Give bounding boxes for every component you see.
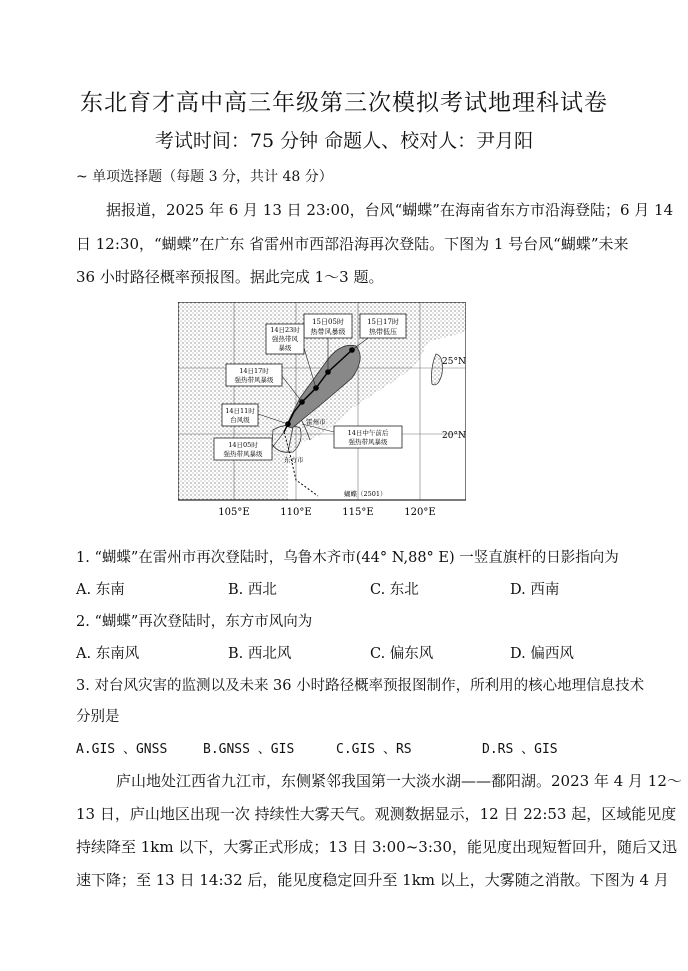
svg-text:15日05时: 15日05时 xyxy=(312,318,344,326)
intro-line-2: 日 12:30，“蝴蝶”在广东 省雷州市西部沿海再次登陆。下图为 1 号台风“蝴蝶”未来 xyxy=(76,235,629,253)
passage2-line-4: 速下降；至 13 日 14:32 后，能见度稳定回升至 1km 以上，大雾随之消散。下图为 4 月 xyxy=(76,871,669,889)
svg-text:强热带风暴级: 强热带风暴级 xyxy=(348,438,388,446)
label-leizhou: 雷州市 xyxy=(306,418,326,426)
svg-text:强热带风暴级: 强热带风暴级 xyxy=(234,376,274,384)
svg-text:14日11时: 14日11时 xyxy=(225,407,255,415)
svg-text:14日中午前后: 14日中午前后 xyxy=(347,429,389,437)
lat-label-25n: 25°N xyxy=(442,357,466,367)
svg-text:暴级: 暴级 xyxy=(278,344,292,352)
q3-option-b[interactable]: B.GNSS 、GIS xyxy=(203,742,295,757)
svg-text:14日23时: 14日23时 xyxy=(270,326,300,334)
svg-text:热带低压: 热带低压 xyxy=(369,328,397,336)
q2-option-c[interactable]: C. 偏东风 xyxy=(370,646,434,662)
lon-label-105e: 105°E xyxy=(218,507,250,518)
label-typhoon: 蝴蝶（2501） xyxy=(344,490,387,498)
passage2-line-1: 庐山地处江西省九江市，东侧紧邻我国第一大淡水湖——鄱阳湖。2023 年 4 月 12～ xyxy=(116,772,682,790)
q1-option-b[interactable]: B. 西北 xyxy=(228,582,277,598)
svg-text:14日05时: 14日05时 xyxy=(228,441,258,449)
question-3-stem-line-2: 分别是 xyxy=(76,709,120,725)
svg-text:强热带风: 强热带风 xyxy=(272,335,298,343)
q3-option-c[interactable]: C.GIS 、RS xyxy=(336,742,412,757)
svg-text:强热带风暴级: 强热带风暴级 xyxy=(223,450,263,458)
q3-option-a[interactable]: A.GIS 、GNSS xyxy=(76,742,168,757)
lat-label-20n: 20°N xyxy=(442,431,466,441)
exam-title: 东北育才高中高三年级第三次模拟考试地理科试卷 xyxy=(80,90,608,116)
svg-text:15日17时: 15日17时 xyxy=(367,318,399,326)
svg-text:14日17时: 14日17时 xyxy=(239,367,269,375)
q1-option-c[interactable]: C. 东北 xyxy=(370,582,419,598)
intro-line-3: 36 小时路径概率预报图。据此完成 1～3 题。 xyxy=(76,268,384,286)
question-1-stem: 1. “蝴蝶”在雷州市再次登陆时，乌鲁木齐市(44° N,88° E) 一竖直旗杆的日影指向为 xyxy=(76,550,619,566)
lon-label-115e: 115°E xyxy=(342,507,374,518)
intro-line-1: 据报道，2025 年 6 月 13 日 23:00，台风“蝴蝶”在海南省东方市沿海登陆；6 月 14 xyxy=(106,201,674,219)
exam-subtitle: 考试时间：75 分钟 命题人、校对人：尹月阳 xyxy=(154,130,534,152)
q2-option-a[interactable]: A. 东南风 xyxy=(76,646,140,662)
section-heading: ~ 单项选择题（每题 3 分，共计 48 分） xyxy=(76,169,333,185)
hainan-island xyxy=(272,425,301,452)
q3-option-d[interactable]: D.RS 、GIS xyxy=(482,742,558,757)
q1-option-d[interactable]: D. 西南 xyxy=(510,582,560,598)
label-dongfang: 东方市 xyxy=(284,456,304,464)
typhoon-path-map xyxy=(178,302,466,522)
question-3-stem-line-1: 3. 对台风灾害的监测以及未来 36 小时路径概率预报图制作，所利用的核心地理信息技术 xyxy=(76,678,645,694)
lon-label-120e: 120°E xyxy=(404,507,436,518)
question-2-stem: 2. “蝴蝶”再次登陆时，东方市风向为 xyxy=(76,614,313,630)
svg-text:热带风暴级: 热带风暴级 xyxy=(310,328,346,336)
lon-label-110e: 110°E xyxy=(280,507,312,518)
q2-option-d[interactable]: D. 偏西风 xyxy=(510,646,574,662)
q2-option-b[interactable]: B. 西北风 xyxy=(228,646,292,662)
q1-option-a[interactable]: A. 东南 xyxy=(76,582,125,598)
passage2-line-3: 持续降至 1km 以下，大雾正式形成；13 日 3:00~3:30，能见度出现短暂回升，随后又迅 xyxy=(76,838,677,856)
svg-text:台风级: 台风级 xyxy=(230,416,250,424)
passage2-line-2: 13 日，庐山地区出现一次 持续性大雾天气。观测数据显示，12 日 22:53 起，区域能见度 xyxy=(76,805,677,823)
